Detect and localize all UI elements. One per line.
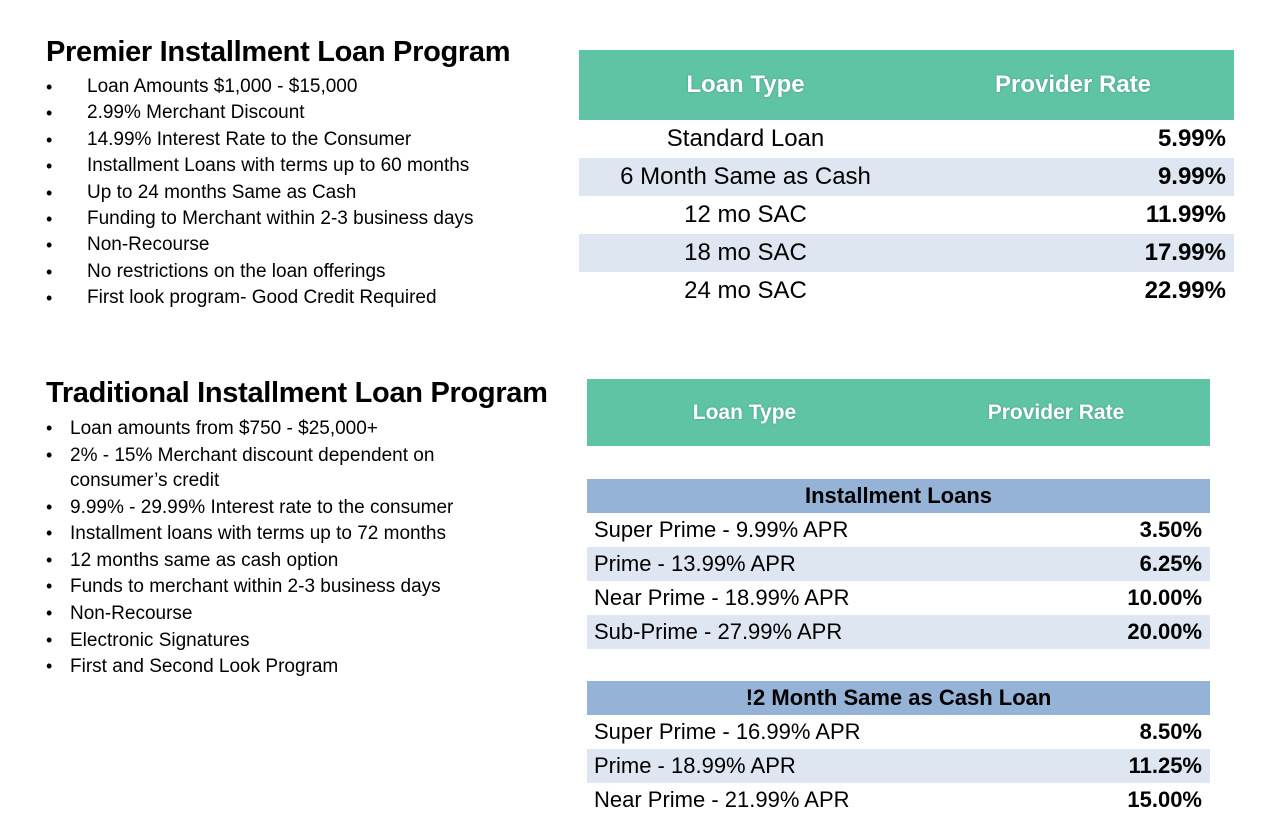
traditional-table-header bbox=[587, 379, 1210, 446]
loan-type-header: Loan Type bbox=[587, 379, 902, 446]
bullet-icon: • bbox=[46, 77, 53, 97]
premier-rate-table bbox=[579, 50, 1234, 310]
rate-row bbox=[587, 547, 1210, 581]
loan-type-cell: 24 mo SAC bbox=[684, 277, 807, 304]
bullet-icon: • bbox=[46, 418, 53, 438]
bullet-icon: • bbox=[46, 288, 53, 309]
feature-text: 12 months same as cash option bbox=[70, 549, 339, 571]
bullet-icon: • bbox=[46, 656, 53, 677]
feature-text: 2% - 15% Merchant discount dependent on consumer’s credit bbox=[70, 444, 435, 492]
rate-row bbox=[579, 196, 1234, 234]
provider-rate-header: Provider Rate bbox=[912, 50, 1234, 120]
feature-text: Up to 24 months Same as Cash bbox=[87, 181, 357, 203]
installment-loans-table bbox=[587, 479, 1210, 649]
rate-row bbox=[579, 120, 1234, 158]
provider-rate-cell: 11.25% bbox=[1027, 749, 1210, 783]
feature-bullet bbox=[46, 74, 474, 100]
provider-rate-cell: 8.50% bbox=[1027, 715, 1210, 749]
bullet-icon: • bbox=[46, 182, 53, 203]
provider-rate-cell: 11.99% bbox=[1145, 201, 1226, 228]
loan-type-cell: Near Prime - 21.99% APR bbox=[587, 783, 1027, 817]
rate-row bbox=[579, 158, 1234, 196]
loan-type-cell: 18 mo SAC bbox=[579, 234, 912, 272]
bullet-icon: • bbox=[46, 629, 53, 650]
feature-text: 14.99% Interest Rate to the Consumer bbox=[87, 128, 412, 150]
traditional-program-title: Traditional Installment Loan Program bbox=[46, 377, 548, 409]
feature-text: Installment Loans with terms up to 60 months bbox=[87, 155, 470, 177]
rate-row bbox=[587, 783, 1210, 817]
feature-bullet bbox=[46, 206, 474, 232]
feature-text: Loan Amounts $1,000 - $15,000 bbox=[87, 76, 358, 97]
feature-bullet bbox=[46, 416, 453, 442]
same-as-cash-table bbox=[587, 681, 1210, 817]
loan-type-cell: Super Prime - 9.99% APR bbox=[587, 513, 1027, 547]
bullet-icon: • bbox=[46, 129, 53, 150]
provider-rate-cell: 20.00% bbox=[1027, 615, 1210, 649]
feature-bullet bbox=[46, 548, 453, 574]
feature-bullet bbox=[46, 654, 453, 680]
feature-text: Funding to Merchant within 2-3 business days bbox=[87, 207, 474, 229]
provider-rate-cell: 10.00% bbox=[1027, 581, 1210, 615]
feature-text: Loan amounts from $750 - $25,000+ bbox=[70, 418, 378, 439]
bullet-icon: • bbox=[46, 576, 53, 597]
provider-rate-cell: 17.99% bbox=[912, 234, 1234, 272]
rate-row bbox=[587, 513, 1210, 547]
feature-bullet bbox=[46, 180, 474, 206]
rate-row bbox=[579, 234, 1234, 272]
loan-type-cell: Sub-Prime - 27.99% APR bbox=[587, 615, 1027, 649]
provider-rate-cell: 22.99% bbox=[1144, 277, 1226, 304]
bullet-icon: • bbox=[46, 235, 53, 256]
rate-row bbox=[587, 715, 1210, 749]
bullet-icon: • bbox=[46, 496, 53, 517]
rate-row bbox=[579, 272, 1234, 310]
feature-text: 9.99% - 29.99% Interest rate to the consumer bbox=[70, 496, 454, 518]
provider-rate-cell: 9.99% bbox=[912, 158, 1234, 196]
loan-type-cell: 12 mo SAC bbox=[684, 201, 807, 228]
same-as-cash-title: !2 Month Same as Cash Loan bbox=[587, 681, 1210, 715]
feature-text: First look program- Good Credit Required bbox=[87, 287, 437, 309]
feature-bullet bbox=[46, 285, 474, 311]
rate-row bbox=[587, 749, 1210, 783]
bullet-icon: • bbox=[46, 103, 53, 124]
feature-text: First and Second Look Program bbox=[70, 656, 339, 678]
bullet-icon: • bbox=[46, 208, 53, 229]
feature-text: Installment loans with terms up to 72 months bbox=[70, 523, 446, 545]
bullet-icon: • bbox=[46, 261, 53, 282]
traditional-rate-header bbox=[587, 379, 1210, 446]
premier-table-header bbox=[579, 50, 1234, 120]
rate-row bbox=[587, 581, 1210, 615]
feature-bullet bbox=[46, 521, 453, 547]
bullet-icon: • bbox=[46, 156, 53, 177]
provider-rate-cell: 3.50% bbox=[1027, 513, 1210, 547]
feature-bullet bbox=[46, 232, 474, 258]
provider-rate-cell: 6.25% bbox=[1027, 547, 1210, 581]
bullet-icon: • bbox=[46, 444, 53, 465]
traditional-features-list bbox=[46, 416, 453, 681]
bullet-icon: • bbox=[46, 523, 53, 544]
premier-program-title: Premier Installment Loan Program bbox=[46, 36, 511, 68]
feature-bullet bbox=[46, 100, 474, 126]
feature-text: Non-Recourse bbox=[87, 234, 210, 256]
feature-text: Non-Recourse bbox=[70, 603, 193, 625]
loan-type-cell: Standard Loan bbox=[666, 125, 825, 152]
loan-type-cell: 6 Month Same as Cash bbox=[579, 158, 912, 196]
feature-text: No restrictions on the loan offerings bbox=[87, 260, 386, 282]
rate-row bbox=[587, 615, 1210, 649]
bullet-icon: • bbox=[46, 549, 53, 570]
feature-bullet bbox=[46, 127, 474, 153]
feature-bullet bbox=[46, 495, 453, 521]
feature-text: Electronic Signatures bbox=[70, 629, 250, 651]
bullet-icon: • bbox=[46, 603, 53, 624]
feature-text: Funds to merchant within 2-3 business days bbox=[70, 576, 441, 598]
feature-bullet bbox=[46, 601, 453, 627]
provider-rate-cell: 15.00% bbox=[1027, 783, 1210, 817]
provider-rate-header: Provider Rate bbox=[902, 379, 1210, 446]
feature-bullet bbox=[46, 574, 453, 600]
feature-bullet bbox=[46, 259, 474, 285]
premier-features-list bbox=[46, 74, 474, 312]
installment-loans-title: Installment Loans bbox=[587, 479, 1210, 513]
loan-type-cell: Prime - 13.99% APR bbox=[587, 547, 1027, 581]
feature-text: 2.99% Merchant Discount bbox=[87, 102, 305, 124]
provider-rate-cell: 5.99% bbox=[1157, 125, 1226, 152]
feature-bullet bbox=[46, 628, 453, 654]
loan-type-header: Loan Type bbox=[579, 50, 912, 120]
loan-type-cell: Near Prime - 18.99% APR bbox=[587, 581, 1027, 615]
feature-bullet bbox=[46, 153, 474, 179]
loan-type-cell: Super Prime - 16.99% APR bbox=[587, 715, 1027, 749]
feature-bullet bbox=[46, 443, 453, 494]
loan-type-cell: Prime - 18.99% APR bbox=[587, 749, 1027, 783]
